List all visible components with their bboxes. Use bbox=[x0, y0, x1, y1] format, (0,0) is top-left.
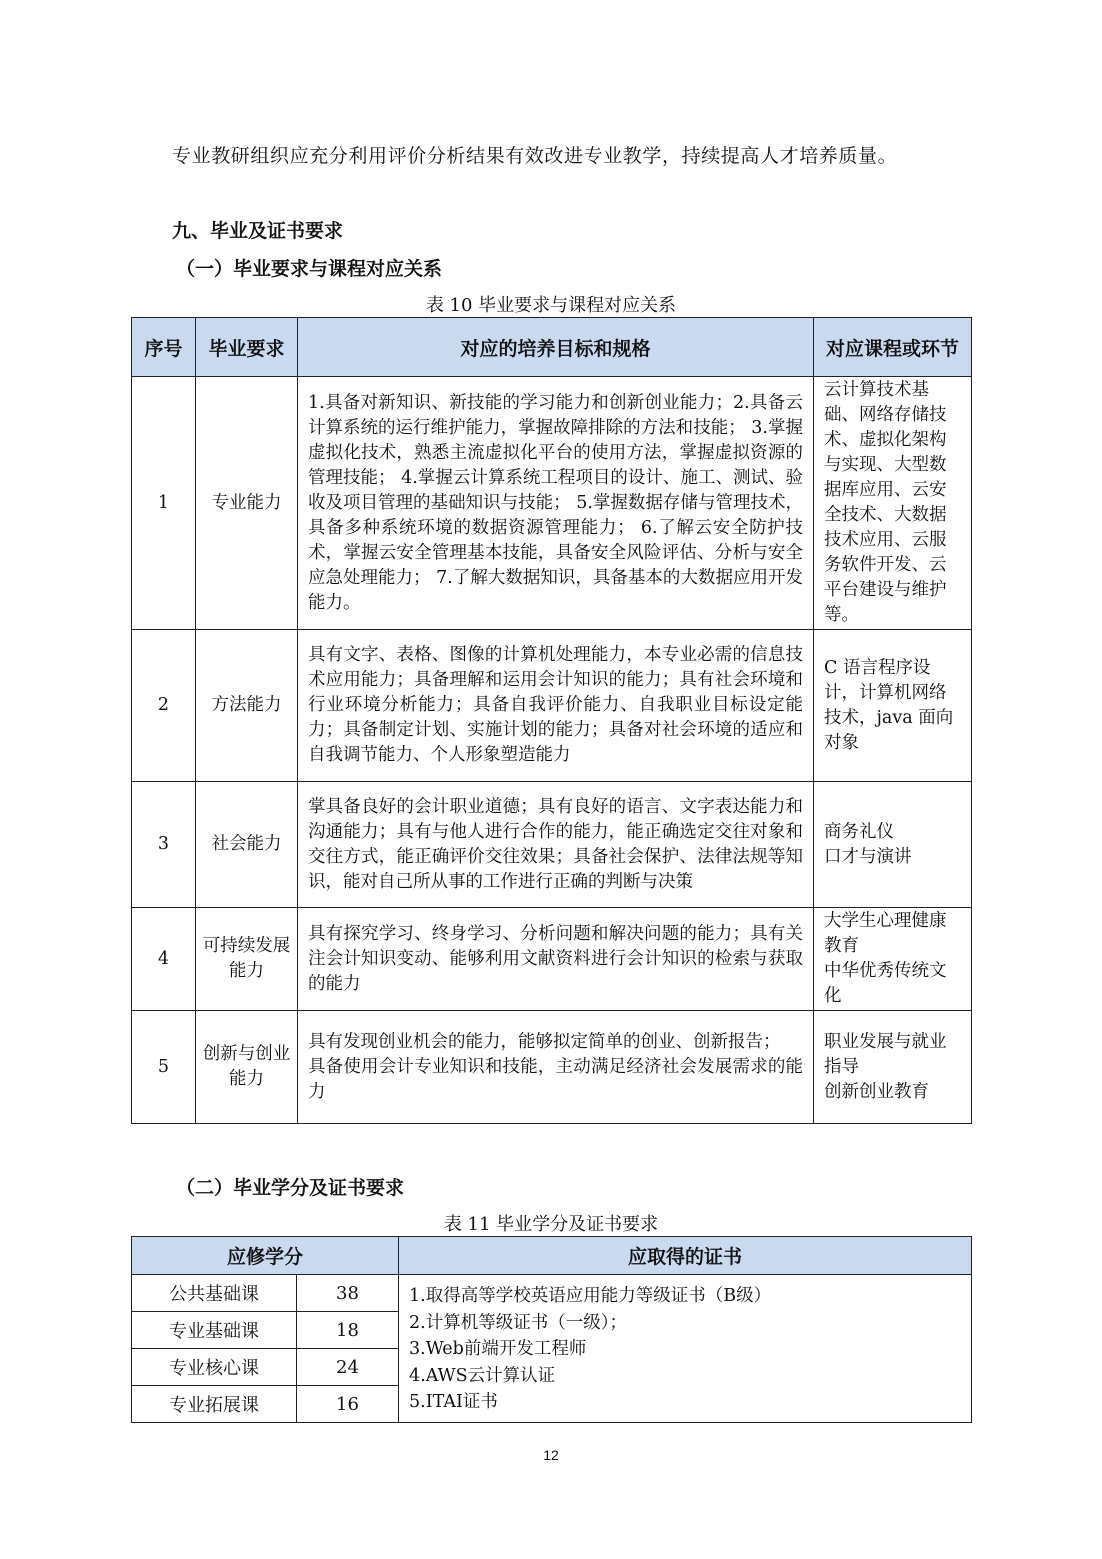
row-requirement: 方法能力 bbox=[196, 630, 298, 782]
credit-name: 公共基础课 bbox=[132, 1275, 297, 1312]
certificate-item: 5.ITAI证书 bbox=[409, 1392, 498, 1412]
row-objectives: 掌具备良好的会计职业道德；具有良好的语言、文字表达能力和沟通能力；具有与他人进行合作的能力，能正确选定交往对象和交往方式，能正确评价交往效果；具备社会保护、法律法规等知识，能对自己所从事的工作进行正确的判断与决策 bbox=[298, 782, 814, 908]
row-num: 4 bbox=[132, 908, 196, 1011]
credit-value: 38 bbox=[297, 1275, 399, 1312]
subsection-heading-1: （一）毕业要求与课程对应关系 bbox=[176, 258, 443, 280]
certificate-item: 3.Web前端开发工程师 bbox=[409, 1339, 587, 1359]
intro-paragraph: 专业教研组织应充分利用评价分析结果有效改进专业教学，持续提高人才培养质量。 bbox=[172, 145, 898, 167]
header-requirement: 毕业要求 bbox=[196, 318, 298, 377]
table-row bbox=[132, 377, 972, 630]
table-row bbox=[132, 1011, 972, 1124]
row-num: 3 bbox=[132, 782, 196, 908]
row-courses: 商务礼仪 口才与演讲 bbox=[814, 782, 972, 908]
table-10-caption: 表 10 毕业要求与课程对应关系 bbox=[425, 295, 677, 316]
row-requirement: 可持续发展能力 bbox=[196, 908, 298, 1011]
credits-certificates-table bbox=[131, 1236, 972, 1423]
credit-value: 18 bbox=[297, 1312, 399, 1349]
table-header-row bbox=[132, 318, 972, 377]
row-courses: 职业发展与就业指导 创新创业教育 bbox=[814, 1011, 972, 1124]
row-courses: C 语言程序设计，计算机网络技术，java 面向对象 bbox=[814, 630, 972, 782]
row-requirement: 社会能力 bbox=[196, 782, 298, 908]
row-num: 1 bbox=[132, 377, 196, 630]
header-objectives: 对应的培养目标和规格 bbox=[298, 318, 814, 377]
row-requirement: 专业能力 bbox=[196, 377, 298, 630]
row-num: 2 bbox=[132, 630, 196, 782]
row-objectives: 1.具备对新知识、新技能的学习能力和创新创业能力；2.具备云计算系统的运行维护能力，掌握故障排除的方法和技能； 3.掌握虚拟化技术，熟悉主流虚拟化平台的使用方法，掌握虚拟资源的管理技能； 4.掌握云计算系统工程项目的设计、施工、测试、验收及项目管理的基础知识与技能； 5.掌握数据存储与管理技术，具备多种系统环境的数据资源管理能力； 6.了解云安全防护技术，掌握云安全管理基本技能，具备安全风险评估、分析与安全应急处理能力； 7.了解大数据知识，具备基本的大数据应用开发能力。 bbox=[298, 377, 814, 630]
table-row bbox=[132, 1275, 972, 1312]
row-num: 5 bbox=[132, 1011, 196, 1124]
row-courses: 云计算技术基础、网络存储技术、虚拟化架构与实现、大型数据库应用、云安全技术、大数据技术应用、云服务软件开发、云平台建设与维护等。 bbox=[814, 377, 972, 630]
section-heading: 九、毕业及证书要求 bbox=[172, 220, 344, 242]
table-row bbox=[132, 630, 972, 782]
certificates-cell bbox=[399, 1275, 972, 1423]
header-certificates: 应取得的证书 bbox=[399, 1237, 972, 1275]
credit-name: 专业核心课 bbox=[132, 1349, 297, 1386]
certificate-item: 4.AWS云计算认证 bbox=[409, 1365, 556, 1386]
graduation-requirements-table bbox=[131, 317, 972, 1124]
certificate-item: 1.取得高等学校英语应用能力等级证书（B级） bbox=[409, 1286, 772, 1306]
page-number: 12 bbox=[543, 1447, 559, 1463]
header-credits: 应修学分 bbox=[132, 1237, 399, 1275]
header-num: 序号 bbox=[132, 318, 196, 377]
table-row bbox=[132, 908, 972, 1011]
row-objectives: 具有探究学习、终身学习、分析问题和解决问题的能力；具有关注会计知识变动、能够利用文献资料进行会计知识的检索与获取的能力 bbox=[298, 908, 814, 1011]
table-row bbox=[132, 782, 972, 908]
row-requirement: 创新与创业能力 bbox=[196, 1011, 298, 1124]
row-objectives: 具有发现创业机会的能力，能够拟定简单的创业、创新报告； 具备使用会计专业知识和技能，主动满足经济社会发展需求的能力 bbox=[298, 1011, 814, 1124]
row-objectives: 具有文字、表格、图像的计算机处理能力，本专业必需的信息技术应用能力；具备理解和运用会计知识的能力；具有社会环境和行业环境分析能力；具备自我评价能力、自我职业目标设定能力；具备制定计划、实施计划的能力；具备对社会环境的适应和自我调节能力、个人形象塑造能力 bbox=[298, 630, 814, 782]
row-courses: 大学生心理健康教育 中华优秀传统文化 bbox=[814, 908, 972, 1011]
table-header-row bbox=[132, 1237, 972, 1275]
table-11-caption: 表 11 毕业学分及证书要求 bbox=[443, 1214, 659, 1235]
credit-name: 专业拓展课 bbox=[132, 1386, 297, 1423]
header-courses: 对应课程或环节 bbox=[814, 318, 972, 377]
certificate-item: 2.计算机等级证书（一级）； bbox=[409, 1312, 627, 1333]
credit-value: 16 bbox=[297, 1386, 399, 1423]
subsection-heading-2: （二）毕业学分及证书要求 bbox=[176, 1177, 405, 1199]
credit-name: 专业基础课 bbox=[132, 1312, 297, 1349]
credit-value: 24 bbox=[297, 1349, 399, 1386]
